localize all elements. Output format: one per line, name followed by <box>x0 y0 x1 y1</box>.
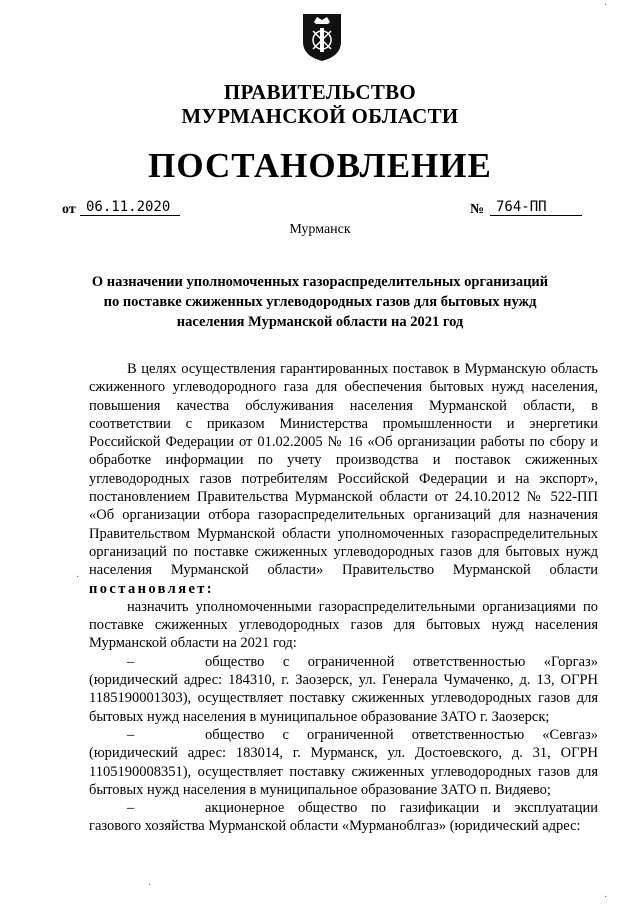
dash-marker: – <box>127 726 135 743</box>
list-item <box>89 799 598 836</box>
number-value: 764-ПП <box>490 199 582 216</box>
title-line: населения Мурманской области на 2021 год <box>176 314 464 330</box>
title-line: по поставке сжиженных углеводородных газов для бытовых нужд <box>103 294 537 310</box>
list-item <box>89 726 598 799</box>
dash-marker: – <box>127 653 135 670</box>
date-label: от <box>62 202 76 217</box>
intro-paragraph: назначить уполномоченными газораспределительными организациями по поставке сжиженных углеводородных газов для бытовых нужд населения Мурманской области на 2021 год: <box>89 598 598 652</box>
list-item-text: акционерное общество по газификации и эксплуатации газового хозяйства Мурманской области «Мурманоблгаз» (юридический адрес: <box>89 800 598 835</box>
government-name-line1: ПРАВИТЕЛЬСТВО <box>223 80 417 104</box>
date-value: 06.11.2020 <box>80 199 180 216</box>
preamble-text: В целях осуществления гарантированных поставок в Мурманскую область сжиженного углеводородного газа для обеспечения бытовых нужд населения, повышения качества обслуживания населения Мурманской области, в соответствии с приказом Министерства промышленности и энергетики Российской Федерации от 01.02.2005 № 16 «Об организации работы по сбору и обработке информации по учету производства и поставок сжиженных углеводородных газов потребителям Российской Федерации и на экспорт», постановлением Правительства Мурманской области от 24.10.2012 № 522-ПП «Об организации отбора газораспределительных организаций для назначения Правительством Мурманской области уполномоченных газораспределительных организаций по поставке сжиженных углеводородных газов для бытовых нужд населения Мурманской области» Правительство Мурманской области <box>89 361 598 579</box>
scan-speck: · <box>604 892 608 903</box>
title-line: О назначении уполномоченных газораспределительных организаций <box>91 274 549 290</box>
scan-speck: · <box>148 880 152 891</box>
number-label: № <box>470 202 485 217</box>
document-type: ПОСТАНОВЛЕНИЕ <box>148 146 492 185</box>
scan-speck: · <box>604 0 608 11</box>
government-name-line2: МУРМАНСКОЙ ОБЛАСТИ <box>181 104 459 128</box>
resolve-word: постановляет: <box>89 580 215 597</box>
city-name: Мурманск <box>289 222 351 237</box>
dash-marker: – <box>127 800 135 817</box>
list-item <box>89 653 598 726</box>
preamble-paragraph <box>89 360 598 598</box>
list-item-text: общество с ограниченной ответственностью «Севгаз» (юридический адрес: 183014, г. Мурманск, ул. Достоевского, д. 31, ОГРН 1105190008351), осуществляет поставку сжиженных углеводородных газов для бытовых нужд населения в муниципальное образование ЗАТО п. Видяево; <box>89 726 598 798</box>
document-title <box>90 272 550 332</box>
scan-speck: · <box>76 572 80 583</box>
document-body <box>89 360 598 836</box>
list-item-text: общество с ограниченной ответственностью «Горгаз» (юридический адрес: 184310, г. Заозерск, ул. Генерала Чумаченко, д. 13, ОГРН 1185190001303), осуществляет поставку сжиженных углеводородных газов для бытовых нужд населения в муниципальное образование ЗАТО г. Заозерск; <box>89 653 598 725</box>
coat-of-arms-icon <box>301 12 343 62</box>
